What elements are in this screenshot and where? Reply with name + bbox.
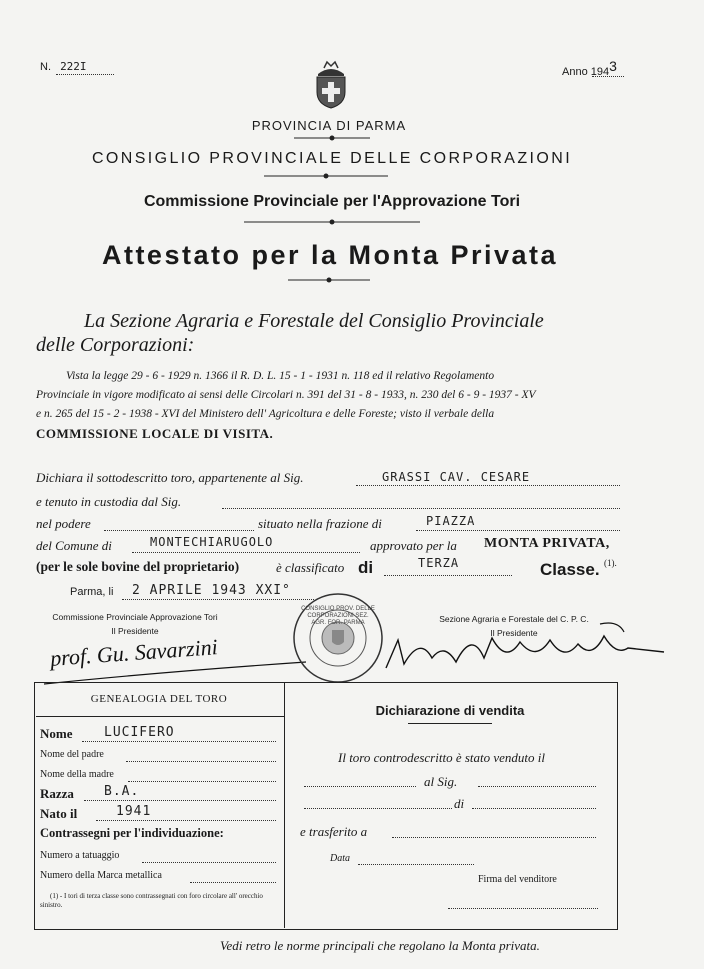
number-label: N.	[40, 61, 51, 73]
marca-label: Numero della Marca metallica	[40, 870, 162, 881]
classe-label: Classe.	[540, 560, 600, 579]
document-title: Attestato per la Monta Privata	[101, 240, 559, 270]
custodia-label: e tenuto in custodia dal Sig.	[36, 494, 182, 509]
genealogia-footnote: (1) - I tori di terza classe sono contrassegnati con foro circolare all' orecchio sinistro.	[40, 892, 263, 909]
vendita-title: Dichiarazione di vendita	[375, 703, 525, 718]
vendita-trasferito: e trasferito a	[300, 824, 368, 839]
nome-value: LUCIFERO	[104, 725, 175, 740]
right-sign-title: Sezione Agraria e Forestale del C. P. C.	[439, 614, 589, 624]
official-stamp-icon	[290, 590, 386, 686]
nome-label: Nome	[40, 726, 73, 741]
vista-line1: Vista la legge 29 - 6 - 1929 n. 1366 il R. D. L. 15 - 1 - 1931 n. 118 ed il relativo Regolamento	[66, 370, 495, 382]
vista-line3: e n. 265 del 15 - 2 - 1938 - XVI del Ministero dell' Agricoltura e delle Foreste; visto il verbale della	[36, 408, 495, 420]
podere-label: nel podere	[36, 516, 91, 531]
commissione-locale: COMMISSIONE LOCALE DI VISITA.	[36, 426, 274, 441]
document-number	[40, 60, 87, 73]
right-sign-role: Il Presidente	[490, 628, 538, 638]
divider-ornament	[288, 276, 370, 284]
number-value: 222I	[60, 60, 87, 73]
footer-note: Vedi retro le norme principali che regolano la Monta privata.	[220, 938, 540, 953]
provincia-title: PROVINCIA DI PARMA	[251, 118, 407, 133]
tatuaggio-label: Numero a tatuaggio	[40, 850, 120, 861]
monta-privata: MONTA PRIVATA,	[484, 536, 610, 551]
vendita-di: di	[454, 796, 465, 811]
sole-bovine: (per le sole bovine del proprietario)	[36, 559, 240, 574]
consiglio-title: CONSIGLIO PROVINCIALE DELLE CORPORAZIONI	[91, 150, 573, 167]
intro-heading-line1: La Sezione Agraria e Forestale del Consiglio Provinciale	[84, 310, 544, 332]
approvato-label: approvato per la	[370, 538, 457, 553]
divider-ornament	[244, 218, 420, 226]
situato-label: situato nella frazione di	[258, 516, 382, 531]
di-label: di	[358, 558, 374, 577]
stamp-text: CONSIGLIO PROV. DELLE CORPORAZIONI SEZ. AGR. FOR. PARMA	[301, 606, 375, 626]
padre-label: Nome del padre	[40, 749, 104, 760]
comune-label: del Comune di	[36, 538, 112, 553]
vista-line2: Provinciale in vigore modificato ai sensi delle Circolari n. 391 del 31 - 8 - 1933, n. 230 del 6 - 9 - 1937 - XV	[36, 389, 536, 401]
divider-ornament	[294, 134, 370, 142]
classificato-label: è classificato	[276, 560, 345, 575]
nato-value: 1941	[116, 804, 152, 819]
commissione-title: Commissione Provinciale per l'Approvazione Tori	[143, 193, 521, 210]
madre-label: Nome della madre	[40, 769, 114, 780]
owner-value: GRASSI CAV. CESARE	[382, 470, 531, 484]
razza-label: Razza	[40, 786, 74, 801]
contrassegni-label: Contrassegni per l'individuazione:	[40, 826, 224, 840]
dichiara-label: Dichiara il sottodescritto toro, appartenente al Sig.	[36, 470, 304, 485]
genealogia-title: GENEALOGIA DEL TORO	[90, 693, 228, 705]
coat-of-arms-icon	[312, 60, 350, 110]
divider-ornament	[264, 172, 388, 180]
date-value: 2 APRILE 1943 XXI°	[132, 583, 291, 598]
comune-value: MONTECHIARUGOLO	[150, 535, 274, 549]
vendita-data-label: Data	[330, 853, 350, 864]
left-sign-title: Commissione Provinciale Approvazione Tori	[52, 612, 218, 622]
intro-heading-line2: delle Corporazioni:	[36, 334, 195, 356]
razza-value: B.A.	[104, 784, 140, 799]
right-signature-scribble	[380, 618, 670, 678]
vendita-line1: Il toro controdescritto è stato venduto il	[338, 750, 546, 765]
vendita-firma-label: Firma del venditore	[478, 874, 557, 885]
year-value: 3	[609, 58, 617, 74]
year-label: Anno 194	[562, 66, 610, 78]
frazione-value: PIAZZA	[426, 514, 476, 528]
place-label: Parma, li	[70, 586, 114, 598]
left-sign-role: Il Presidente	[111, 626, 159, 636]
left-signature: prof. Gu. Savarzini	[49, 634, 219, 671]
vendita-al-sig: al Sig.	[424, 774, 458, 789]
classe-value: TERZA	[418, 556, 460, 570]
nato-label: Nato il	[40, 806, 78, 821]
footnote-mark: (1).	[604, 558, 617, 568]
